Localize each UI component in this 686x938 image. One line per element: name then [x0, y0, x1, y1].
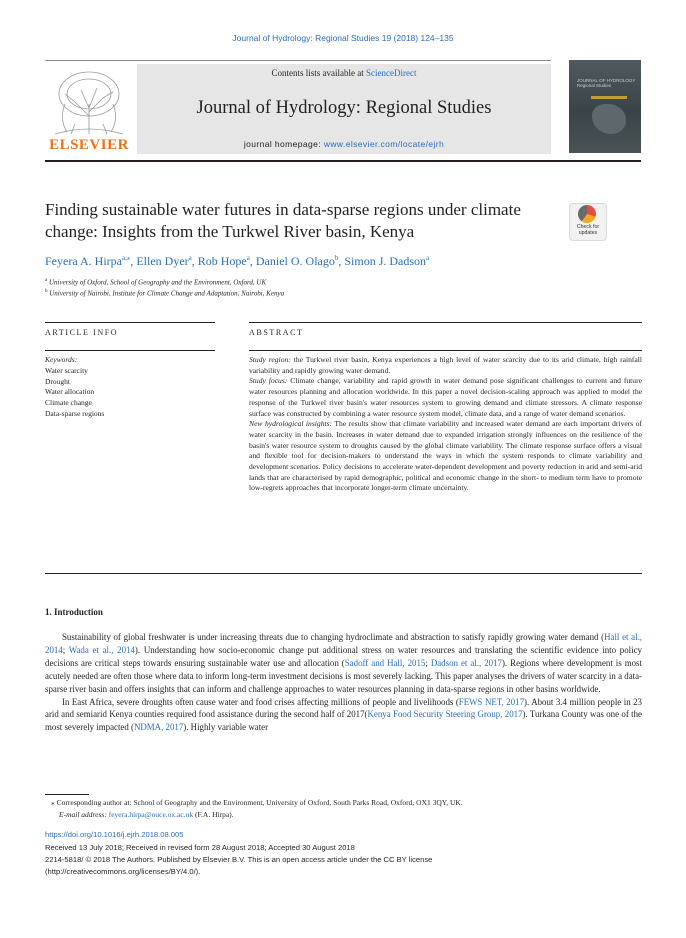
- elsevier-wordmark: ELSEVIER: [49, 137, 129, 153]
- abstract-end-rule: [45, 573, 642, 574]
- keyword-item: Water allocation: [45, 387, 95, 397]
- article-info-heading: ARTICLE INFO: [45, 328, 119, 337]
- cover-title: JOURNAL OF HYDROLOGY Regional Studies: [577, 78, 636, 88]
- abstract-section-text: the Turkwel river basin, Kenya experiences a high level of water scarcity due to its arid climate, high rainfall variability and rapidly growing water demand.: [249, 355, 642, 375]
- license-statement: 2214-5818/ © 2018 The Authors. Published by Elsevier B.V. This is an open access article under the CC BY license: [45, 855, 433, 864]
- abstract-rule: [249, 350, 642, 351]
- intro-paragraph-2: [45, 696, 642, 735]
- citation-link[interactable]: Dadson et al., 2017: [430, 657, 502, 668]
- keywords-label: Keywords:: [45, 355, 78, 364]
- email-suffix: (F.A. Hirpa).: [193, 810, 234, 819]
- author-name[interactable]: Rob Hope: [197, 254, 247, 268]
- affiliation-a-text: University of Oxford, School of Geography and the Environment, Oxford, UK: [48, 278, 267, 287]
- author-name[interactable]: Feyera A. Hirpa: [45, 254, 122, 268]
- intro-text: ). Understanding how socio-economic change put additional stress on water resources and translating the scientific evidence into policy decisions are critical steps towards ensuring sustainable water use and allocation (: [45, 644, 642, 668]
- author-list: Feyera A. Hirpa$^{a,⁎}$, Ellen Dyer$^a$, Rob Hope$^a$, Daniel O. Olago$^b$, Simon J. Dadson$^a$: [45, 254, 430, 268]
- crossmark-icon: [578, 205, 596, 223]
- email-link[interactable]: feyera.hirpa@ouce.ox.ac.uk: [108, 810, 194, 819]
- received-dates: Received 13 July 2018; Received in revised form 28 August 2018; Accepted 30 August 2018: [45, 843, 355, 852]
- abstract-section-label: New hydrological insights:: [249, 419, 333, 429]
- journal-title: Journal of Hydrology: Regional Studies: [196, 98, 492, 118]
- intro-text: ;: [425, 657, 431, 668]
- abstract-body: [249, 355, 642, 494]
- author-affiliation-marker: a,⁎: [121, 254, 131, 262]
- intro-text: Sustainability of global freshwater is under increasing threats due to changing hydroclimate and abstraction to satisfy rapidly growing water demand (: [62, 632, 605, 642]
- keyword-item: Drought: [45, 376, 70, 386]
- journal-citation[interactable]: Journal of Hydrology: Regional Studies 19 (2018) 124–135: [232, 33, 454, 43]
- keyword-item: Data-sparse regions: [45, 408, 105, 418]
- license-url[interactable]: (http://creativecommons.org/licenses/BY/4.0/).: [45, 867, 201, 876]
- abstract-section-label: Study focus:: [249, 376, 288, 386]
- author-name[interactable]: Daniel O. Olago: [255, 254, 335, 268]
- intro-text: In East Africa, severe droughts often cause water and food crises affecting millions of people and livelihoods (: [62, 696, 459, 707]
- affiliation-b: [45, 289, 605, 297]
- footnote-rule: [45, 794, 89, 795]
- homepage-prefix: journal homepage:: [243, 139, 324, 149]
- affiliation-b-marker: b: [45, 289, 48, 294]
- header-divider: [45, 60, 551, 61]
- masthead-rule: [45, 160, 641, 162]
- abstract-paragraph: [249, 355, 642, 376]
- author-affiliation-marker: a: [246, 254, 250, 262]
- homepage-link[interactable]: www.elsevier.com/locate/ejrh: [323, 139, 445, 149]
- abstract-heading: ABSTRACT: [249, 328, 304, 337]
- affiliation-b-text: University of Nairobi, Institute for Climate Change and Adaptation, Nairobi, Kenya: [49, 289, 285, 298]
- citation-link[interactable]: Kenya Food Security Steering Group, 2017: [367, 709, 523, 720]
- introduction-body: [45, 631, 642, 734]
- author-name[interactable]: Ellen Dyer: [136, 254, 189, 268]
- keyword-list: [45, 366, 104, 420]
- abstract-paragraph: [249, 419, 642, 494]
- abstract-section-text: Climate change, variability and rapid growth in water demand pose significant challenges to current and future water resources planning and allocation worldwide. In this paper a novel decision-scaling approach was applied to model the response of the Turkwel river basin's water resources system to growing demand and climate stressors. A climate response surface was constructed by combining a water resource system model, climate data, and a range of water demand scenarios.: [249, 376, 642, 418]
- sciencedirect-link[interactable]: ScienceDirect: [366, 68, 417, 78]
- contents-prefix: Contents lists available at: [271, 68, 366, 78]
- keyword-item: Climate change: [45, 398, 92, 408]
- citation-link[interactable]: NDMA, 2017: [133, 722, 184, 733]
- intro-text: ). Regions where development is most acutely needed are often those where data to inform long-term investment decisions is most severely lacking. This paper analyses the drivers of water scarcity in a data-sparse river basin and offers insights that can inform and challenge approaches to water resources planning in data-sparse regions in other basins worldwide.: [45, 657, 642, 694]
- author-affiliation-marker: a: [188, 254, 192, 262]
- citation-link[interactable]: Wada et al., 2014: [68, 644, 135, 655]
- intro-text: ). Highly variable water: [183, 722, 269, 733]
- article-title: Finding sustainable water futures in data-sparse regions under climate change: Insights from the Turkwel River basin, Kenya: [45, 200, 521, 241]
- author-name[interactable]: Simon J. Dadson: [344, 254, 427, 268]
- crossmark-label: Check for updates: [576, 224, 600, 236]
- journal-homepage: [137, 139, 551, 149]
- contents-line: [137, 68, 551, 78]
- introduction-heading: 1. Introduction: [45, 607, 103, 617]
- intro-text: ). Turkana County was one of the most severely impacted (: [45, 709, 642, 733]
- corresponding-author-note: ⁎ Corresponding author at: School of Geography and the Environment, University of Oxford, South Parks Road, Oxford, OX1 3QY, UK.: [51, 798, 463, 807]
- abstract-section-text: The results show that climate variability and increased water demand are each important drivers of water scarcity in the basin. Increases in water demand due to expanded irrigation strongly influences on the resilience of the basin's water resource system to droughts caused by the global climate variability. The climate response surface offers a visual and flexible tool for decision-makers to understand the ways in which the system responds to climate variability and development scenarios. Policy decisions to accelerate water-dependent development and poverty reduction in arid and semi-arid lands that are characterised by rapid demographic, political and economic change in the short- to medium term have to promote low-regrets approaches that incorporate longer-term climate uncertainty.: [249, 419, 642, 493]
- email-label: E-mail address:: [59, 810, 109, 819]
- doi-link[interactable]: https://doi.org/10.1016/j.ejrh.2018.08.005: [45, 830, 184, 839]
- citation-link[interactable]: Sadoff and Hall, 2015: [344, 657, 426, 668]
- intro-text: ). About 3.4 million people in 23 arid and semiarid Kenya counties required food assistance during the second half of 2017(: [45, 696, 642, 720]
- article-info-rule-top: [45, 322, 215, 323]
- abstract-paragraph: [249, 376, 642, 419]
- keyword-item: Water scarcity: [45, 366, 88, 375]
- abstract-rule-top: [249, 322, 642, 323]
- cover-accent-band: [591, 96, 627, 99]
- author-affiliation-marker: b: [334, 254, 339, 262]
- affiliation-a: [45, 278, 605, 286]
- article-info-rule: [45, 350, 215, 351]
- intro-text: ;: [62, 644, 69, 655]
- citation-link[interactable]: FEWS NET, 2017: [458, 696, 525, 707]
- intro-paragraph-1: [45, 631, 642, 696]
- citation-link[interactable]: Hall et al., 2014: [45, 632, 643, 655]
- affiliation-a-marker: a: [45, 278, 48, 283]
- email-note: [59, 810, 234, 819]
- abstract-section-label: Study region:: [249, 355, 291, 364]
- author-affiliation-marker: a: [426, 254, 430, 262]
